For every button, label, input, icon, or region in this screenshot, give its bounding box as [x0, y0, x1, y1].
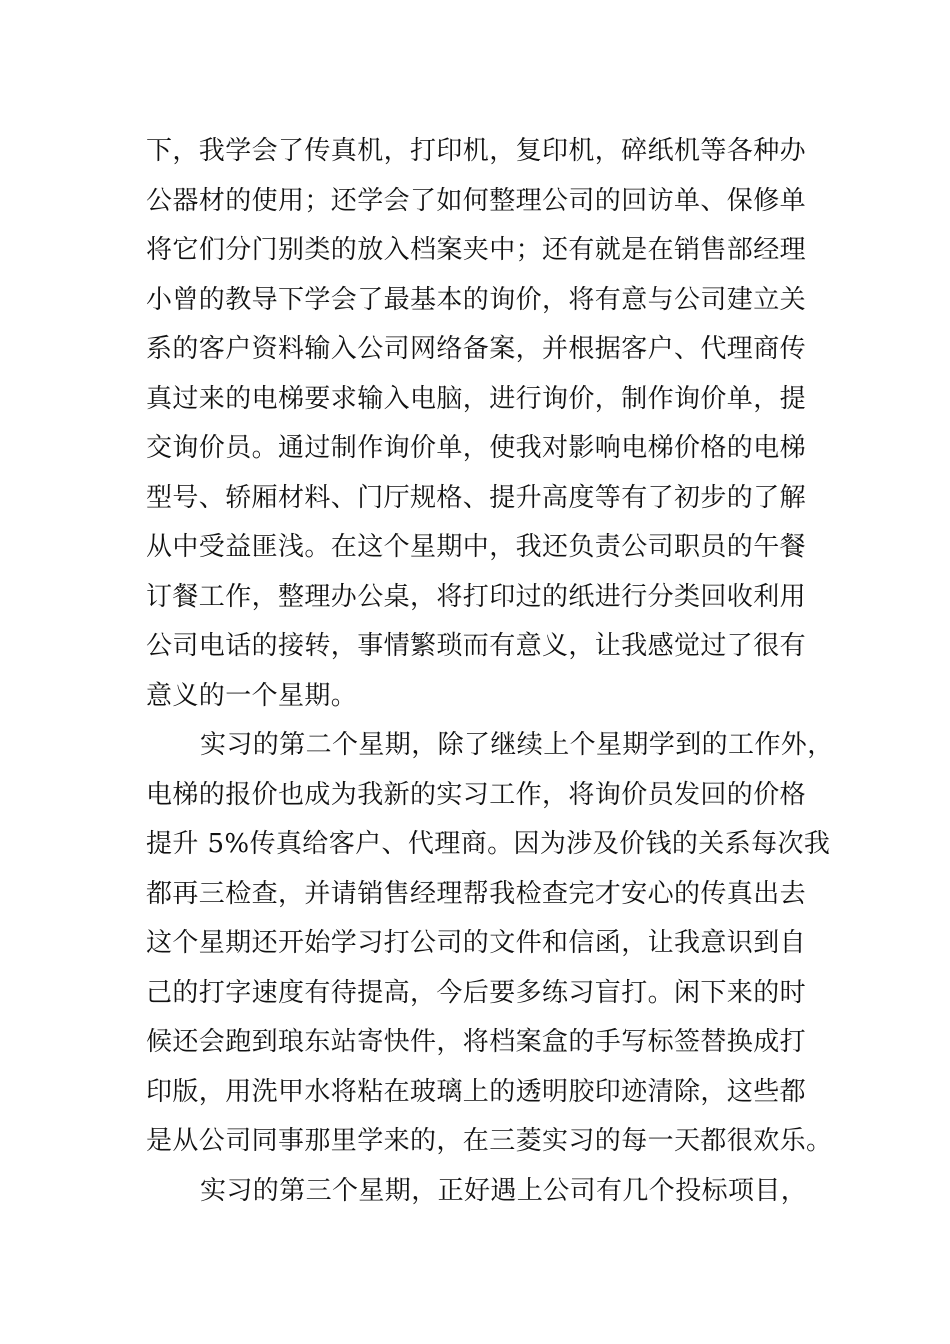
text-line: 小曾的教导下学会了最基本的询价，将有意与公司建立关 — [146, 285, 807, 315]
text-line: 将它们分门别类的放入档案夹中；还有就是在销售部经理 — [146, 235, 807, 265]
text-line: 是从公司同事那里学来的，在三菱实习的每一天都很欢乐。 — [146, 1126, 833, 1156]
text-line: 真过来的电梯要求输入电脑，进行询价，制作询价单，提 — [146, 384, 807, 414]
text-line: 交询价员。通过制作询价单，使我对影响电梯价格的电梯 — [146, 433, 807, 463]
text-line: 电梯的报价也成为我新的实习工作，将询价员发回的价格 — [146, 780, 807, 810]
paragraph-start-line: 实习的第三个星期，正好遇上公司有几个投标项目， — [200, 1176, 808, 1206]
text-line: 己的打字速度有待提高，今后要多练习盲打。闲下来的时 — [146, 978, 807, 1008]
text-line: 印版，用洗甲水将粘在玻璃上的透明胶印迹清除，这些都 — [146, 1077, 807, 1107]
text-line: 型号、轿厢材料、门厅规格、提升高度等有了初步的了解 — [146, 483, 807, 513]
text-line: 下，我学会了传真机，打印机，复印机，碎纸机等各种办 — [146, 136, 807, 166]
text-line: 订餐工作，整理办公桌，将打印过的纸进行分类回收利用 — [146, 582, 807, 612]
text-line: 提升 5%传真给客户、代理商。因为涉及价钱的关系每次我 — [146, 829, 831, 859]
text-line: 都再三检查，并请销售经理帮我检查完才安心的传真出去 — [146, 879, 807, 909]
text-line: 从中受益匪浅。在这个星期中，我还负责公司职员的午餐 — [146, 532, 807, 562]
paragraph-start-line: 实习的第二个星期，除了继续上个星期学到的工作外， — [200, 730, 834, 760]
text-line: 意义的一个星期。 — [146, 681, 358, 711]
text-line: 系的客户资料输入公司网络备案，并根据客户、代理商传 — [146, 334, 807, 364]
text-line: 候还会跑到琅东站寄快件，将档案盒的手写标签替换成打 — [146, 1027, 807, 1057]
text-line: 公司电话的接转，事情繁琐而有意义，让我感觉过了很有 — [146, 631, 807, 661]
text-line: 这个星期还开始学习打公司的文件和信函，让我意识到自 — [146, 928, 807, 958]
text-line: 公器材的使用；还学会了如何整理公司的回访单、保修单 — [146, 186, 807, 216]
